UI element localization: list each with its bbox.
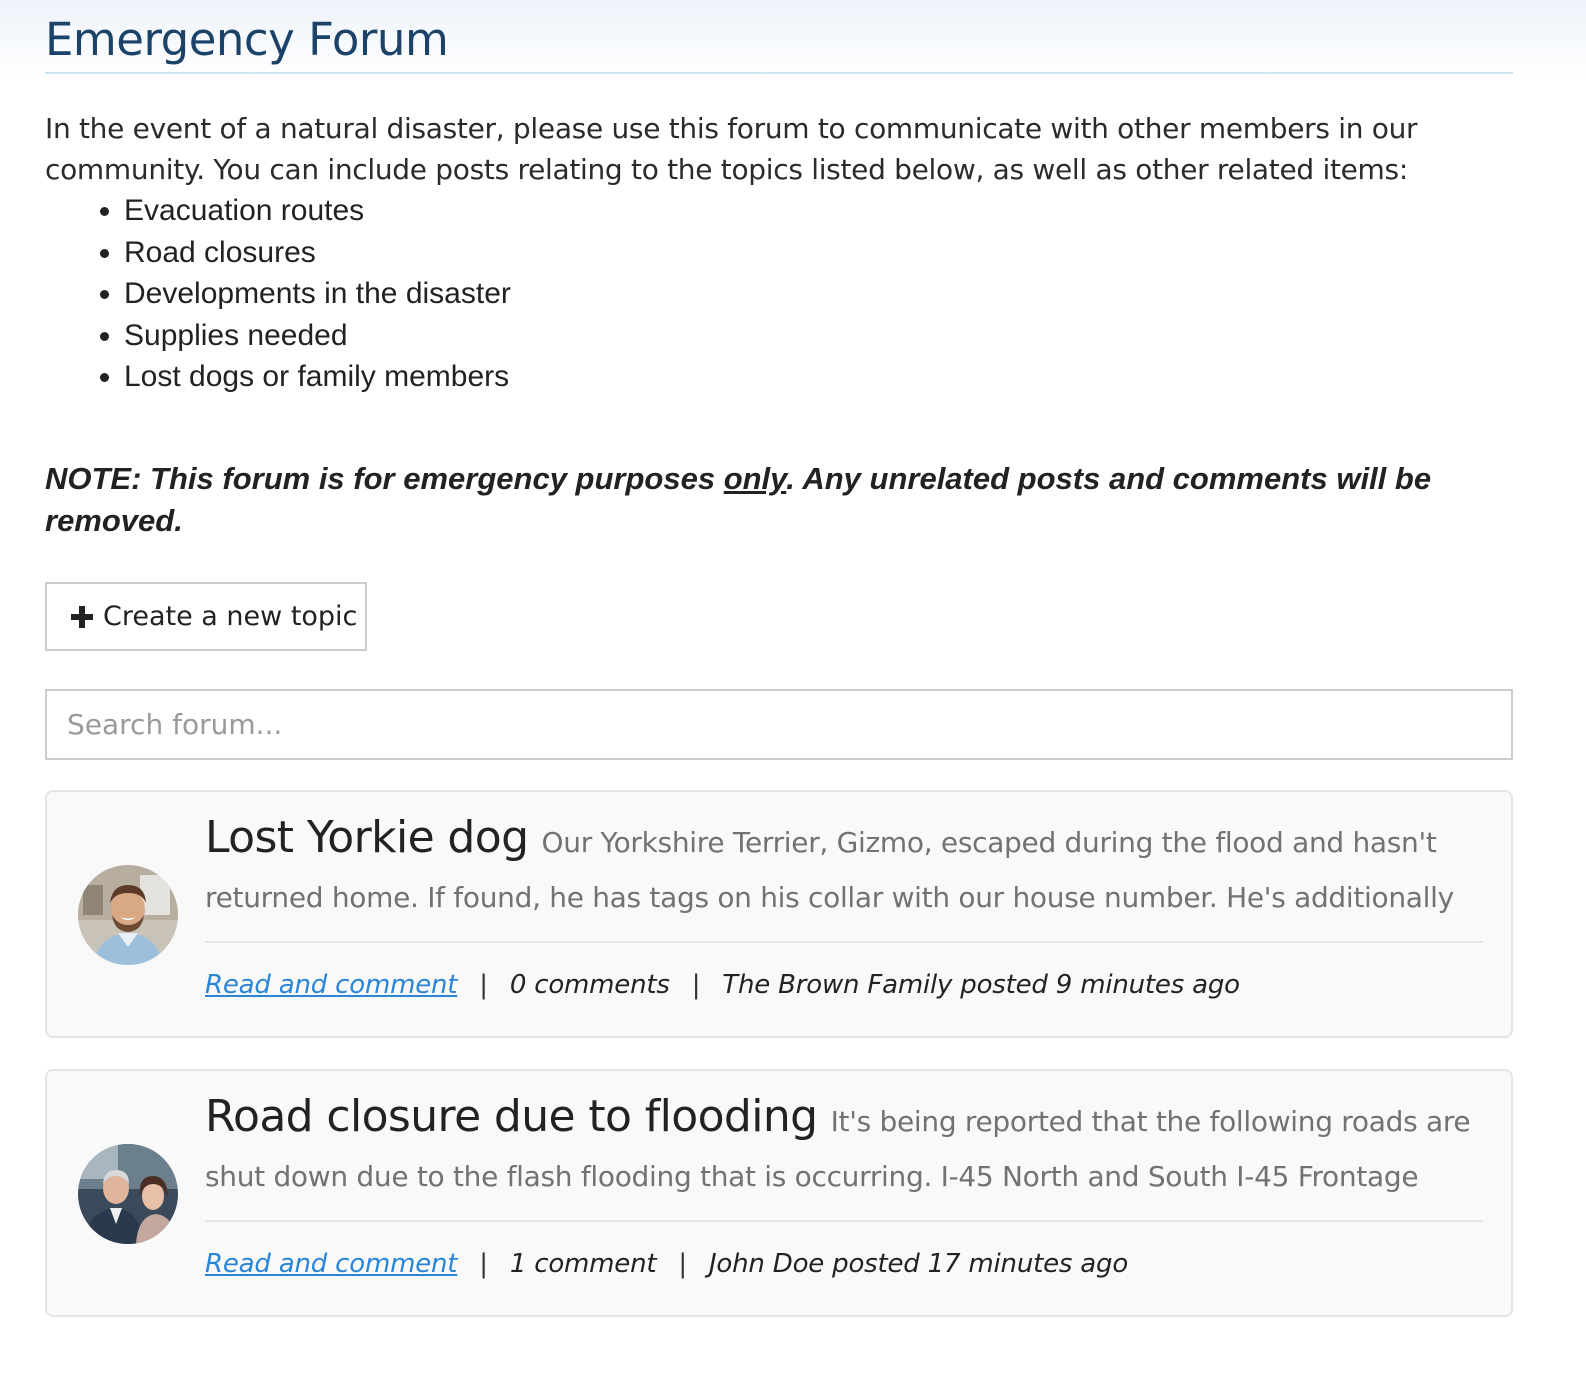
search-input[interactable] xyxy=(45,689,1513,760)
post-meta xyxy=(205,1246,1483,1282)
read-and-comment-link[interactable]: Read and comment xyxy=(205,1249,458,1279)
post-content xyxy=(205,1091,1483,1196)
post-byline: The Brown Family posted 9 minutes ago xyxy=(722,970,1240,1000)
read-and-comment-link[interactable]: Read and comment xyxy=(205,970,458,1000)
post-body xyxy=(205,1091,1483,1282)
meta-separator: | xyxy=(479,970,488,1000)
topic-item: • Supplies needed xyxy=(124,315,1513,357)
plus-icon xyxy=(71,606,93,628)
meta-separator: | xyxy=(678,1249,687,1279)
topic-item: • Evacuation routes xyxy=(124,190,1513,232)
smiling-man-avatar xyxy=(78,865,178,965)
post-body xyxy=(205,812,1483,1003)
note-emphasis: only xyxy=(723,460,787,496)
forum-note xyxy=(45,458,1513,542)
post-excerpt: It's being reported that the following roads are shut down due to the flash flooding that is occurring. I-45 North and South I-45 Frontage xyxy=(205,1105,1471,1193)
post-card xyxy=(45,1069,1513,1317)
comment-count: 0 comments xyxy=(509,970,670,1000)
post-content xyxy=(205,812,1483,917)
post-card xyxy=(45,790,1513,1038)
create-topic-button[interactable] xyxy=(45,582,367,651)
note-text: NOTE: This forum is for emergency purposes xyxy=(45,460,724,496)
post-meta xyxy=(205,967,1483,1003)
topic-item: • Lost dogs or family members xyxy=(124,356,1513,398)
topic-item: • Developments in the disaster xyxy=(124,273,1513,315)
topic-item: • Road closures xyxy=(124,232,1513,274)
post-excerpt: Our Yorkshire Terrier, Gizmo, escaped during the flood and hasn't returned home. If found, he has tags on his collar with our house number. He's additionally xyxy=(205,826,1454,914)
post-title: Road closure due to flooding xyxy=(205,1091,818,1142)
meta-separator: | xyxy=(691,970,701,1000)
note-text-end: . Any unrelated posts and comments will be removed. xyxy=(45,460,1432,538)
post-divider xyxy=(205,1220,1483,1222)
post-divider xyxy=(205,941,1483,943)
topic-list xyxy=(45,190,1513,398)
post-title: Lost Yorkie dog xyxy=(205,812,529,863)
forum-intro: In the event of a natural disaster, please use this forum to communicate with other members in our community. You can include posts relating to the topics listed below, as well as other related items: xyxy=(45,112,1418,186)
post-byline: John Doe posted 17 minutes ago xyxy=(708,1249,1129,1279)
comment-count: 1 comment xyxy=(509,1249,657,1279)
create-topic-label: Create a new topic xyxy=(103,601,358,632)
couple-avatar xyxy=(78,1144,178,1244)
meta-separator: | xyxy=(479,1249,488,1279)
page-title: Emergency Forum xyxy=(45,0,1513,74)
forum-page xyxy=(45,0,1513,1279)
